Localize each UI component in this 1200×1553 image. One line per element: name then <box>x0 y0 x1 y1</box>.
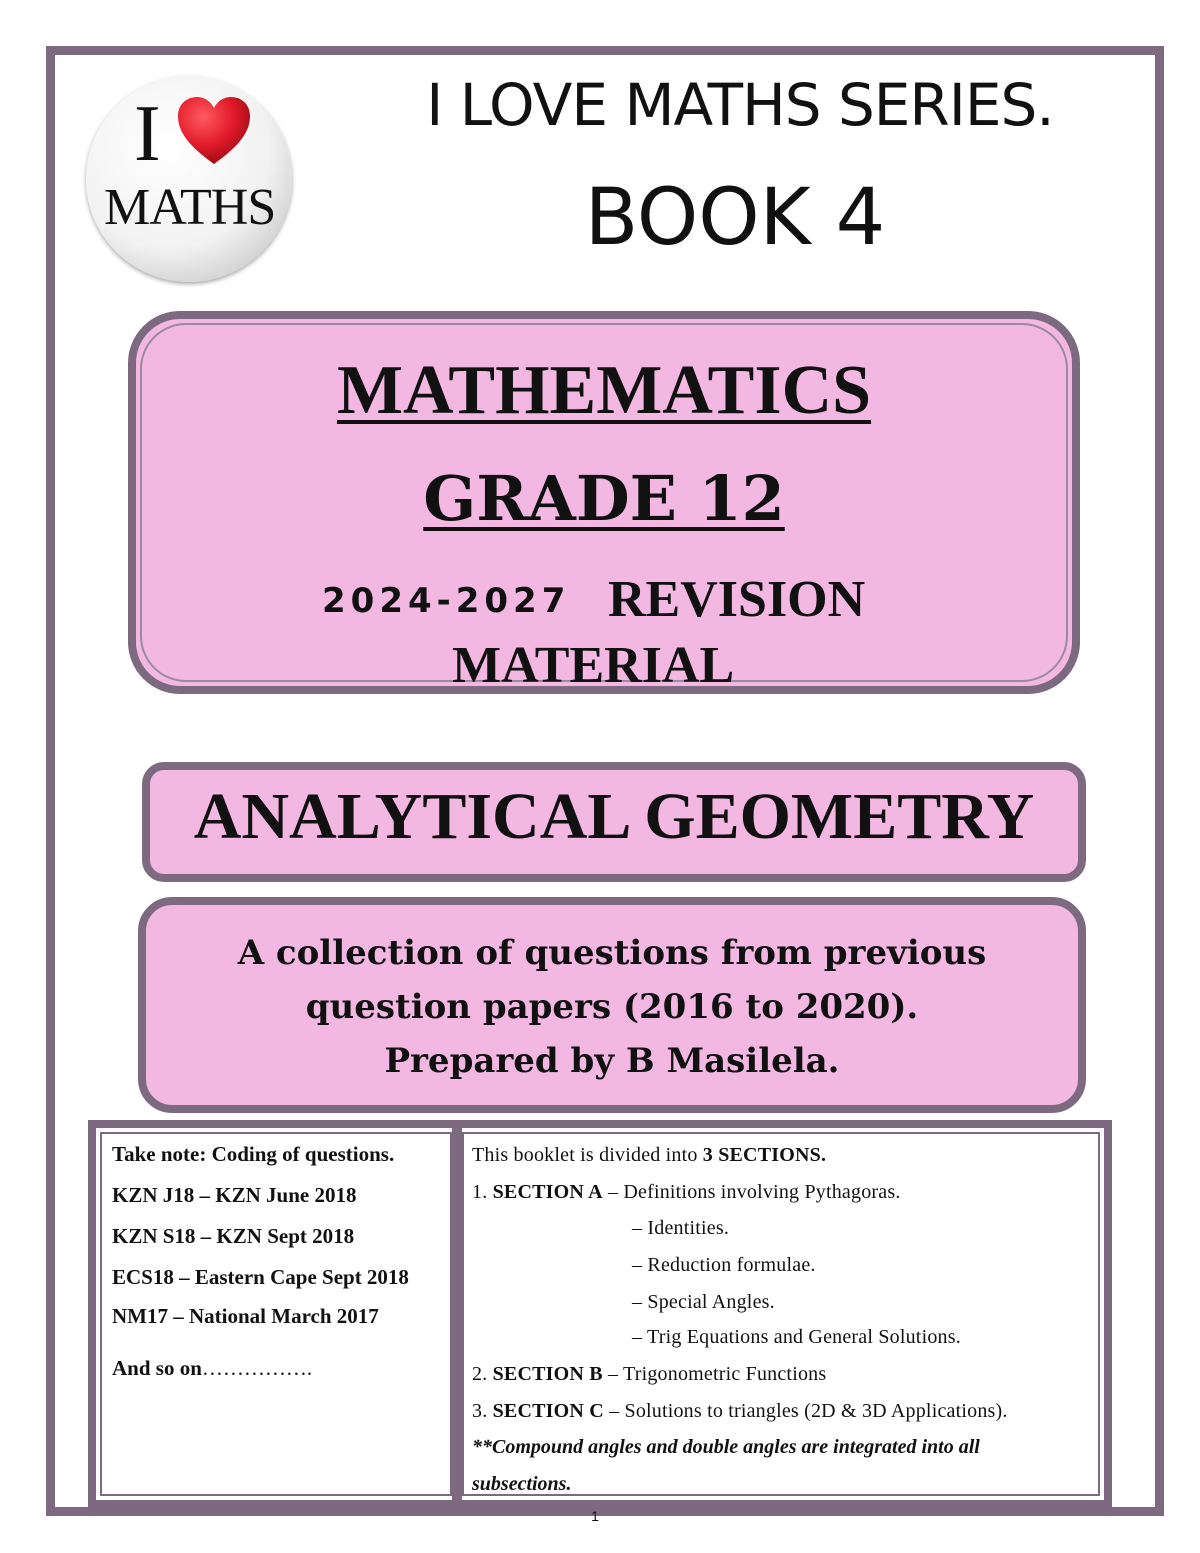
section-a-subitem: – Special Angles. <box>632 1291 775 1313</box>
book-title: BOOK 4 <box>584 173 886 263</box>
page-number: 1 <box>591 1508 599 1524</box>
heart-icon <box>176 96 252 171</box>
grade-heading: GRADE 12 <box>423 462 785 535</box>
coding-item: KZN S18 – KZN Sept 2018 <box>112 1224 355 1248</box>
sections-intro: This booklet is divided into 3 SECTIONS. <box>472 1144 827 1166</box>
integration-note-cont: subsections. <box>472 1473 572 1495</box>
section-a-subitem: – Trig Equations and General Solutions. <box>632 1326 961 1348</box>
section-a-subitem: – Identities. <box>632 1217 730 1239</box>
description-line: question papers (2016 to 2020). <box>305 987 919 1027</box>
section-b: 2. SECTION B – Trigonometric Functions <box>472 1363 827 1385</box>
description-line: Prepared by B Masilela. <box>384 1041 840 1081</box>
description-text <box>138 926 1086 1088</box>
section-a: 1. SECTION A – Definitions involving Pythagoras. <box>472 1181 901 1203</box>
coding-item: ECS18 – Eastern Cape Sept 2018 <box>112 1265 409 1289</box>
topic-heading: ANALYTICAL GEOMETRY <box>193 780 1035 853</box>
coding-item: KZN J18 – KZN June 2018 <box>112 1183 357 1207</box>
integration-note: **Compound angles and double angles are integrated into all <box>472 1436 980 1458</box>
years-range: 2024-2027 <box>322 581 571 621</box>
series-title: I LOVE MATHS SERIES. <box>426 71 1054 139</box>
logo-letter-i: I <box>134 90 161 178</box>
material-label: MATERIAL <box>452 637 735 694</box>
coding-heading: Take note: Coding of questions. <box>112 1142 395 1166</box>
section-a-subitem: – Reduction formulae. <box>632 1254 816 1276</box>
revision-label: REVISION <box>608 571 866 628</box>
section-c: 3. SECTION C – Solutions to triangles (2D & 3D Applications). <box>472 1400 1008 1422</box>
logo-word: MATHS <box>104 179 276 236</box>
coding-footer: And so on……………. <box>112 1356 313 1380</box>
description-line: A collection of questions from previous <box>237 933 987 973</box>
subject-heading: MATHEMATICS <box>336 352 872 429</box>
column-divider <box>452 1128 462 1500</box>
coding-item: NM17 – National March 2017 <box>112 1304 379 1328</box>
